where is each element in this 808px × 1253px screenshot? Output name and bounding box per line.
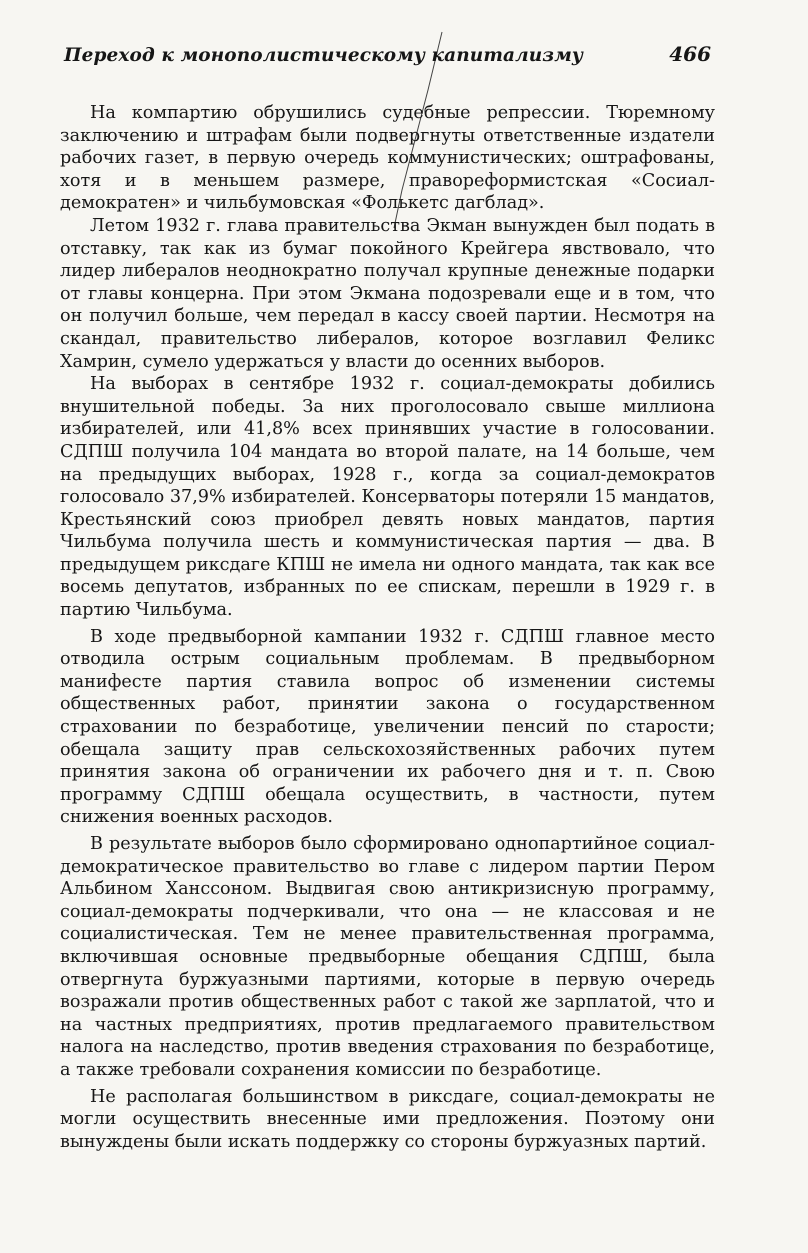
- book-page: [60, 42, 715, 1153]
- chapter-title: Переход к монополистическому капитализму: [64, 45, 584, 66]
- paragraph: В результате выборов было сформировано однопартийное социал-демократическое правительство во главе с лидером партии Пером Альбином Ханссоном. Выдвигая свою антикризисную программу, социал-демократы подчеркивали, что она — не классовая и не социалистическая. Тем не менее правительственная программа, включившая основные предвыборные обещания СДПШ, была отвергнута буржуазными партиями, которые в первую очередь возражали против общественных работ с такой же зарплатой, что и на частных предприятиях, против предлагаемого правительством налога на наследство, против введения страхования по безработице, а также требовали сохранения комиссии по безработице.: [60, 834, 715, 1080]
- paragraph: Не располагая большинством в риксдаге, социал-демократы не могли осуществить внесенные ими предложения. Поэтому они вынуждены были искать поддержку со стороны буржуазных партий.: [60, 1086, 715, 1152]
- paragraph: На компартию обрушились судебные репрессии. Тюремному заключению и штрафам были подвергнуты ответственные издатели рабочих газет, в первую очередь коммунистических; оштрафованы, хотя и в меньшем размере, правореформистская «Сосиал-демократен» и чильбумовская «Фолькетс дагблад».: [60, 103, 715, 214]
- running-header: [64, 42, 715, 76]
- page-number: 466: [669, 42, 711, 66]
- paragraph: В ходе предвыборной кампании 1932 г. СДПШ главное место отводила острым социальным проблемам. В предвыборном манифесте партия ставила вопрос об изменении системы общественных работ, принятии закона о государственном страховании по безработице, увеличении пенсий по старости; обещала защиту прав сельскохозяйственных рабочих путем принятия закона об ограничении их рабочего дня и т. п. Свою программу СДПШ обещала осуществить, в частности, путем снижения военных расходов.: [60, 626, 715, 828]
- paragraph: Летом 1932 г. глава правительства Экман вынужден был подать в отставку, так как из бумаг покойного Крейгера явствовало, что лидер либералов неоднократно получал крупные денежные подарки от главы концерна. При этом Экмана подозревали еще и в том, что он получил больше, чем передал в кассу своей партии. Несмотря на скандал, правительство либералов, которое возглавил Феликс Хамрин, сумело удержаться у власти до осенних выборов.: [60, 215, 715, 372]
- paragraph: На выборах в сентябре 1932 г. социал-демократы добились внушительной победы. За них проголосовало свыше миллиона избирателей, или 41,8% всех принявших участие в голосовании. СДПШ получила 104 мандата во второй палате, на 14 больше, чем на предыдущих выборах, 1928 г., когда за социал-демократов голосовало 37,9% избирателей. Консерваторы потеряли 15 мандатов, Крестьянский союз приобрел девять новых мандатов, партия Чильбума получила шесть и коммунистическая партия — два. В предыдущем риксдаге КПШ не имела ни одного мандата, так как все восемь депутатов, избранных по ее спискам, перешли в 1929 г. в партию Чильбума.: [60, 374, 715, 621]
- body-text: [60, 102, 715, 1153]
